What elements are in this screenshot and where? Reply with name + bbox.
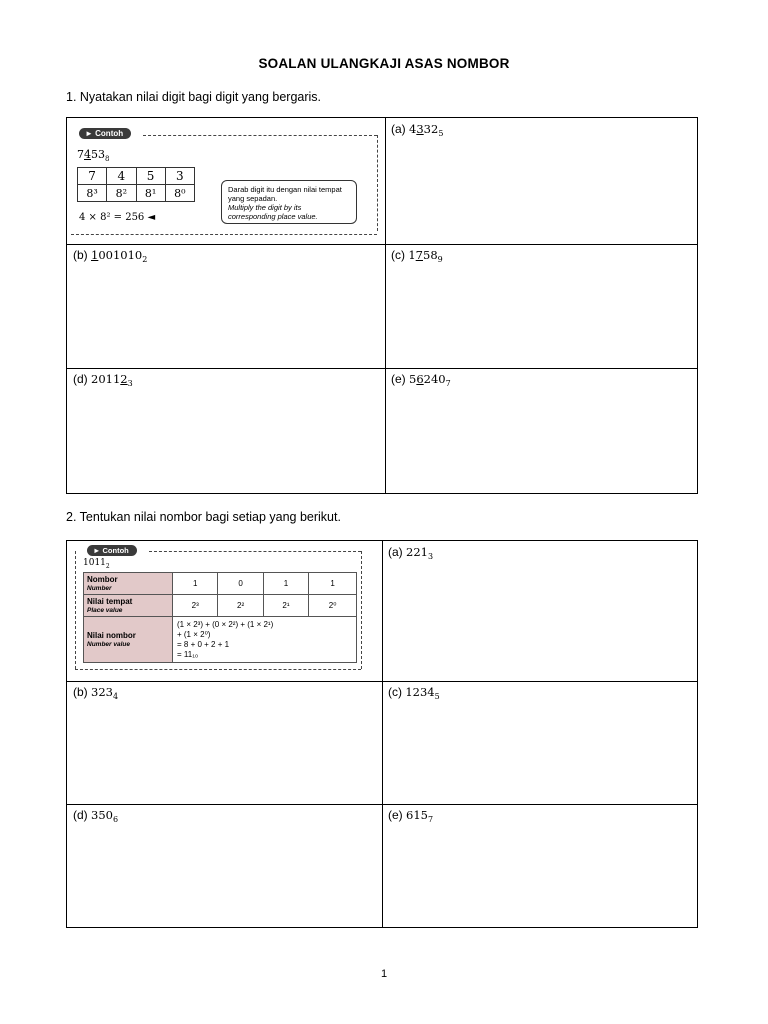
- answer-cell-2e[interactable]: (e) $615_7$: [388, 808, 434, 824]
- example-cell-2: [67, 541, 382, 681]
- answer-cell-2c[interactable]: (c) $1234_5$: [388, 685, 440, 701]
- page-title: SOALAN ULANGKAJI ASAS NOMBOR: [258, 56, 510, 71]
- contoh-badge: ► Contoh: [87, 545, 137, 556]
- answer-cell-2d[interactable]: (d) $350_6$: [73, 808, 119, 824]
- answer-cell-2b[interactable]: (b) $323_4$: [73, 685, 119, 701]
- page-number: 1: [380, 968, 388, 980]
- question-2-prompt: 2. Tentukan nilai nombor bagi setiap yang berikut.: [66, 510, 341, 524]
- example-cell-1: [67, 118, 385, 244]
- question-1-prompt: 1. Nyatakan nilai digit bagi digit yang bergaris.: [66, 90, 322, 104]
- place-value-table: 7 4 5 3 8³ 8² 8¹ 8⁰: [77, 167, 195, 202]
- answer-cell-1c[interactable]: (c) $1758_9$: [391, 248, 443, 264]
- question-2-grid: [66, 540, 698, 928]
- answer-cell-1d[interactable]: (d) $20112_3$: [73, 372, 133, 388]
- answer-cell-1e[interactable]: (e) $56240_7$: [391, 372, 451, 388]
- question-1-grid: [66, 117, 698, 494]
- example-calculation: 4 × 8² = 256 ◄: [79, 212, 156, 223]
- answer-cell-1b[interactable]: (b) $1001010_2$: [73, 248, 148, 264]
- example-note: Darab digit itu dengan nilai tempat yang sepadan. Multiply the digit by its corresponding place value.: [221, 180, 357, 224]
- answer-cell-1a[interactable]: (a) $4332_5$: [391, 122, 444, 138]
- example-number: $1011_2$: [83, 558, 110, 570]
- example-number: $7453_8$: [77, 148, 110, 164]
- answer-cell-2a[interactable]: (a) $221_3$: [388, 545, 434, 561]
- contoh-badge: ► Contoh: [79, 128, 131, 139]
- number-value-table: Nombor Number 1 0 1 1 Nilai tempat Place value 2³ 2² 2¹ 2⁰ Nilai nombor Number value (1 × 2³) + (0 × 2²) + (1 × 2¹) + (1 × 2⁰) = 8 + 0 + 2 + 1 = 11₁₀: [83, 572, 357, 663]
